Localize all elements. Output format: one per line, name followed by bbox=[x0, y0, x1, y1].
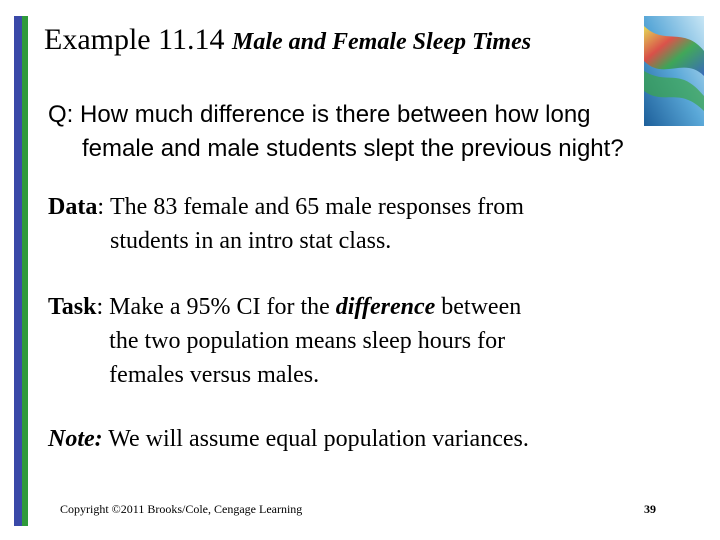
title-main: Example 11.14 bbox=[44, 23, 225, 56]
slide-title bbox=[44, 22, 531, 60]
side-accent-bar bbox=[14, 16, 22, 526]
data-block: Data: The 83 female and 65 male responses from students in an intro stat class. bbox=[48, 190, 524, 258]
task-emphasis: difference bbox=[335, 294, 436, 320]
task-line-1: Make a 95% CI for the difference between bbox=[109, 294, 522, 320]
data-line-2: students in an intro stat class. bbox=[110, 228, 392, 254]
note-label: Note: bbox=[48, 426, 103, 452]
page-number: 39 bbox=[644, 502, 656, 516]
task-block: Task: Make a 95% CI for the difference between the two population means sleep hours for females versus males. bbox=[48, 290, 521, 392]
question-line-2: female and male students slept the previous night? bbox=[82, 135, 624, 162]
question-line-1: How much difference is there between how long bbox=[80, 101, 591, 128]
decorative-swirl-image bbox=[644, 16, 704, 126]
note-block bbox=[48, 422, 529, 456]
question-block: Q: How much difference is there between how long female and male students slept the previous night? bbox=[48, 98, 624, 166]
note-text: We will assume equal population variances. bbox=[108, 426, 529, 452]
data-label: Data bbox=[48, 194, 98, 220]
title-subtitle: Male and Female Sleep Times bbox=[232, 29, 532, 55]
data-line-1: The 83 female and 65 male responses from bbox=[110, 194, 524, 220]
task-line-3: females versus males. bbox=[109, 362, 320, 388]
task-label: Task bbox=[48, 294, 97, 320]
task-line-2: the two population means sleep hours for bbox=[109, 328, 506, 354]
side-accent-bar-green bbox=[22, 16, 28, 526]
copyright-footer: Copyright ©2011 Brooks/Cole, Cengage Learning bbox=[60, 502, 303, 516]
question-label: Q bbox=[48, 101, 67, 128]
